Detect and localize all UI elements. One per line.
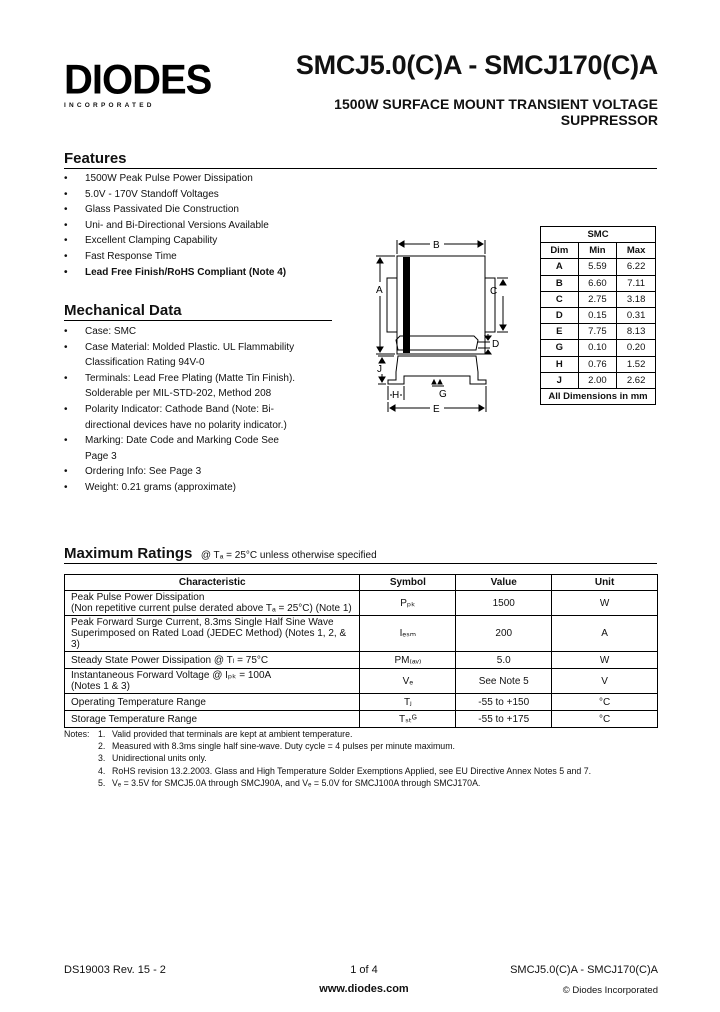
terminal-left	[387, 278, 397, 332]
table-row	[65, 616, 658, 652]
table-row	[541, 324, 656, 340]
dim-label-j: J	[377, 364, 382, 375]
value-cell: -55 to +175	[456, 711, 552, 728]
table-row	[65, 591, 658, 616]
unit-cell: W	[552, 591, 658, 616]
max-cell: 0.20	[617, 340, 656, 356]
table-row	[541, 356, 656, 372]
footer-page-number: 1 of 4	[350, 964, 378, 976]
dim-label-g: G	[439, 389, 447, 400]
package-top-body	[397, 256, 485, 354]
feature-item: • Lead Free Finish/RoHS Compliant (Note 4)	[64, 265, 364, 281]
dim-label-b: B	[433, 240, 440, 251]
value-cell: 1500	[456, 591, 552, 616]
ratings-heading-row	[64, 545, 377, 563]
note-item	[98, 765, 658, 777]
dim-label-d: D	[492, 339, 500, 350]
note-number: 4.	[98, 765, 106, 776]
ratings-condition: @ Tₐ = 25°C unless otherwise specified	[200, 550, 377, 561]
mechanical-item: • Ordering Info: See Page 3	[64, 464, 304, 480]
min-cell: 7.75	[578, 324, 617, 340]
symbol-cell: Tₛₜᴳ	[360, 711, 456, 728]
note-text: Vₑ = 3.5V for SMCJ5.0A through SMCJ90A, and Vₑ = 5.0V for SMCJ100A through SMCJ170A.	[112, 777, 481, 788]
min-cell: 2.00	[578, 372, 617, 388]
ratings-rule	[64, 563, 657, 564]
note-number: 1.	[98, 729, 106, 739]
unit-cell: W	[552, 652, 658, 669]
min-cell: 0.15	[578, 307, 617, 323]
value-cell: 5.0	[456, 652, 552, 669]
footer-website-link[interactable]: www.diodes.com	[319, 983, 409, 995]
dim-label-e: E	[433, 404, 440, 415]
mechanical-item: • Marking: Date Code and Marking Code See Page 3	[64, 433, 304, 464]
feature-item: • Excellent Clamping Capability	[64, 233, 364, 249]
table-row	[541, 307, 656, 323]
dim-cell: J	[541, 372, 579, 388]
feature-item: • 1500W Peak Pulse Power Dissipation	[64, 171, 364, 187]
characteristic-cell: Instantaneous Forward Voltage @ Iₚₖ = 100A	[71, 670, 272, 681]
max-header: Max	[617, 243, 656, 259]
note-text: Valid provided that terminals are kept at ambient temperature.	[112, 729, 353, 739]
dim-cell: C	[541, 291, 579, 307]
note-text: RoHS revision 13.2.2003. Glass and High Temperature Solder Exemptions Applied, see EU Directive Annex Notes 5 and 7.	[112, 765, 592, 776]
note-text: Measured with 8.3ms single half sine-wave. Duty cycle = 4 pulses per minute maximum.	[112, 741, 455, 752]
value-cell: -55 to +150	[456, 694, 552, 711]
characteristic-note: Superimposed on Rated Load (JEDEC Method) (Notes 1, 2, & 3)	[71, 628, 347, 650]
feature-item: • 5.0V - 170V Standoff Voltages	[64, 187, 364, 203]
table-row	[541, 340, 656, 356]
unit-cell: °C	[552, 711, 658, 728]
feature-item: • Uni- and Bi-Directional Versions Available	[64, 218, 364, 234]
characteristic-header: Characteristic	[65, 575, 360, 591]
characteristic-cell: Steady State Power Dissipation @ Tₗ = 75°C	[71, 654, 269, 666]
dim-label-h: H	[392, 390, 400, 401]
min-cell: 6.60	[578, 275, 617, 291]
max-cell: 8.13	[617, 324, 656, 340]
table-row	[541, 259, 656, 275]
dim-label-c: C	[490, 286, 498, 297]
dim-label-a: A	[376, 285, 383, 296]
dim-header: Dim	[541, 243, 579, 259]
table-row	[541, 372, 656, 388]
characteristic-note: (Notes 1 & 3)	[71, 681, 130, 692]
value-header: Value	[456, 575, 552, 591]
characteristic-cell: Storage Temperature Range	[71, 713, 198, 725]
max-cell: 3.18	[617, 291, 656, 307]
footer-part-number: SMCJ5.0(C)A - SMCJ170(C)A	[510, 964, 658, 976]
note-item	[98, 777, 658, 789]
min-cell: 5.59	[578, 259, 617, 275]
table-row	[65, 694, 658, 711]
characteristic-cell: Operating Temperature Range	[71, 696, 206, 708]
page-title: SMCJ5.0(C)A - SMCJ170(C)A	[295, 50, 658, 80]
dim-cell: B	[541, 275, 579, 291]
logo-wordmark: DIODES	[64, 56, 212, 104]
unit-cell: V	[552, 669, 658, 694]
unit-cell: A	[552, 616, 658, 652]
note-item	[98, 740, 658, 752]
characteristic-cell: Peak Forward Surge Current, 8.3ms Single Half Sine Wave	[71, 617, 334, 628]
max-cell: 1.52	[617, 356, 656, 372]
max-cell: 0.31	[617, 307, 656, 323]
package-outline-diagram	[360, 230, 530, 430]
note-number: 3.	[98, 753, 106, 764]
notes-label: Notes:	[64, 729, 90, 739]
value-cell: 200	[456, 616, 552, 652]
max-cell: 2.62	[617, 372, 656, 388]
dim-cell: A	[541, 259, 579, 275]
ratings-heading: Maximum Ratings	[64, 545, 193, 562]
company-logo	[64, 56, 224, 112]
min-cell: 2.75	[578, 291, 617, 307]
symbol-cell: Tⱼ	[360, 694, 456, 711]
mechanical-item: • Weight: 0.21 grams (approximate)	[64, 480, 304, 496]
characteristic-cell: Peak Pulse Power Dissipation	[71, 592, 205, 603]
note-item	[98, 752, 658, 764]
dimensions-footer: All Dimensions in mm	[541, 388, 656, 404]
min-cell: 0.76	[578, 356, 617, 372]
dimensions-table	[540, 226, 656, 405]
mechanical-list	[64, 324, 304, 496]
value-cell: See Note 5	[456, 669, 552, 694]
features-list	[64, 171, 364, 280]
note-text: Unidirectional units only.	[112, 753, 207, 764]
mechanical-item: • Polarity Indicator: Cathode Band (Note: Bi-directional devices have no polarity indicator.)	[64, 402, 304, 433]
note-number: 2.	[98, 741, 106, 752]
feature-item: • Glass Passivated Die Construction	[64, 202, 364, 218]
table-row	[541, 275, 656, 291]
footer-copyright: © Diodes Incorporated	[562, 985, 658, 996]
symbol-cell: PM₍ₐᵥ₎	[360, 652, 456, 669]
note-number: 5.	[98, 777, 106, 788]
symbol-cell: Vₑ	[360, 669, 456, 694]
dim-cell: D	[541, 307, 579, 323]
table-row	[65, 652, 658, 669]
symbol-header: Symbol	[360, 575, 456, 591]
logo-subtitle: INCORPORATED	[64, 102, 155, 109]
features-heading: Features	[64, 150, 127, 167]
mechanical-item: • Case Material: Molded Plastic. UL Flammability Classification Rating 94V-0	[64, 340, 304, 371]
mechanical-item: • Terminals: Lead Free Plating (Matte Tin Finish). Solderable per MIL-STD-202, Method 208	[64, 371, 304, 402]
unit-cell: °C	[552, 694, 658, 711]
footer-doc-number: DS19003 Rev. 15 - 2	[64, 964, 166, 976]
unit-header: Unit	[552, 575, 658, 591]
dim-cell: G	[541, 340, 579, 356]
features-rule	[64, 168, 657, 169]
mechanical-item: • Case: SMC	[64, 324, 304, 340]
dim-cell: E	[541, 324, 579, 340]
max-cell: 7.11	[617, 275, 656, 291]
ratings-table	[64, 574, 658, 728]
symbol-cell: Pₚₖ	[360, 591, 456, 616]
note-item	[98, 728, 658, 740]
dimensions-table-title: SMC	[541, 227, 656, 243]
feature-item: • Fast Response Time	[64, 249, 364, 265]
table-row	[65, 669, 658, 694]
min-header: Min	[578, 243, 617, 259]
min-cell: 0.10	[578, 340, 617, 356]
dim-cell: H	[541, 356, 579, 372]
max-cell: 6.22	[617, 259, 656, 275]
symbol-cell: Iₑₛₘ	[360, 616, 456, 652]
table-row	[65, 711, 658, 728]
cathode-band	[403, 257, 410, 353]
table-row	[541, 291, 656, 307]
mechanical-heading: Mechanical Data	[64, 302, 182, 319]
characteristic-note: (Non repetitive current pulse derated above Tₐ = 25°C) (Note 1)	[71, 603, 352, 614]
mechanical-rule	[64, 320, 332, 321]
page-subtitle: 1500W SURFACE MOUNT TRANSIENT VOLTAGE SUPPRESSOR	[334, 96, 658, 128]
